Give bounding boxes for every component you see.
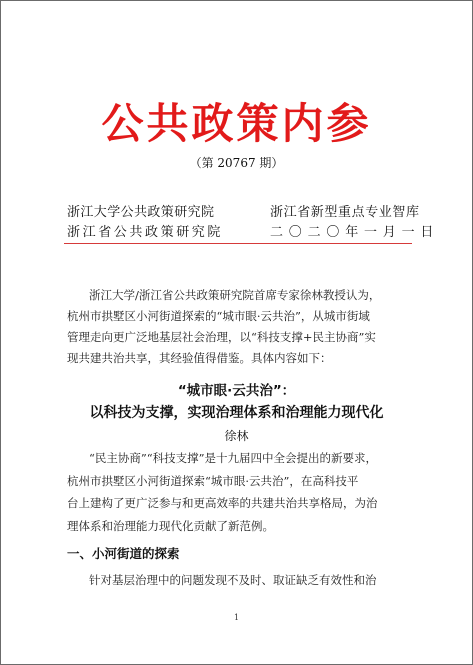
article-paragraph [67,447,415,537]
article-author: 徐林 [224,429,249,443]
institute-name-2: 浙江省公共政策研究院 [67,225,224,240]
paragraph-line: “民主协商”“科技支撑”是十九届四中全会提出的新要求， [89,451,378,465]
intro-line: 杭州市拱墅区小河街道探索的“城市眼·云共治”，从城市街域 [67,309,370,323]
section-paragraph: 针对基层治理中的问题发现不及时、取证缺乏有效性和治 [89,573,377,587]
article-subheadline: 以科技为支撑，实现治理体系和治理能力现代化 [89,405,384,421]
paragraph-line: 理体系和治理能力现代化贡献了新范例。 [67,518,274,533]
article-headline: “城市眼·云共治”： [177,383,296,399]
institute-name-1: 浙江大学公共政策研究院 [67,205,215,220]
issue-number: （第 20767 期） [189,156,284,170]
paragraph-line: 台上建构了更广泛参与和更高效率的共建共治共享格局，为治 [67,496,378,510]
intro-paragraph [67,285,415,369]
publish-date: 二〇二〇年一月一日 [270,225,440,240]
section-heading: 一、小河街道的探索 [67,546,180,561]
masthead-title: 公共政策内参 [101,99,372,148]
header-divider [64,243,412,244]
page-number: 1 [233,613,240,622]
intro-line: 现共建共治共享，其经验值得借鉴。具体内容如下： [67,351,332,365]
intro-line: 浙江大学/浙江省公共政策研究院首席专家徐林教授认为， [89,288,381,302]
intro-line: 管理走向更广泛地基层社会治理，以“科技支撑+民主协商”实 [67,330,376,344]
think-tank-label: 浙江省新型重点专业智库 [270,205,420,220]
paragraph-line: 杭州市拱墅区小河街道探索“城市眼·云共治”，在高科技平 [67,473,359,488]
